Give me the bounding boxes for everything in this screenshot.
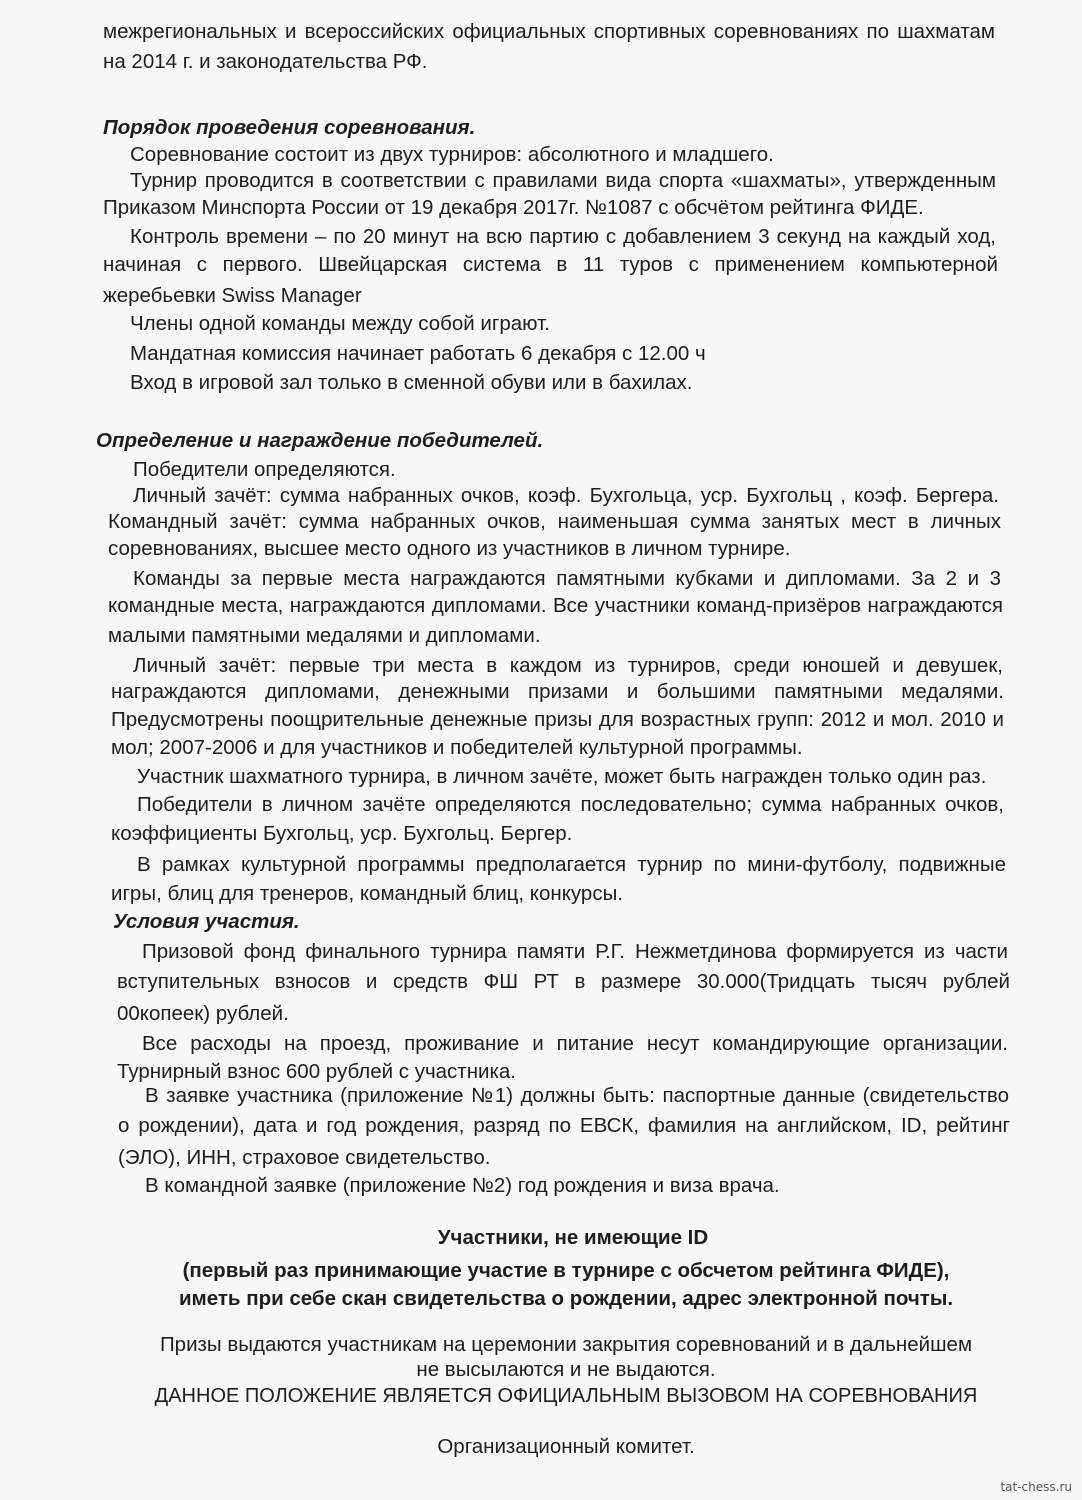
official-call: ДАННОЕ ПОЛОЖЕНИЕ ЯВЛЯЕТСЯ ОФИЦИАЛЬНЫМ ВЫЗОВОМ НА СОРЕВНОВАНИЯ — [154, 1385, 978, 1407]
prizes-note-line: Призы выдаются участникам на церемонии закрытия соревнований и в дальнейшем — [159, 1333, 973, 1356]
procedure-line: Члены одной команды между собой играют. — [130, 312, 550, 335]
prizes-note-line: не высылаются и не выдаются. — [416, 1358, 716, 1381]
conditions-line: Турнирный взнос 600 рублей с участника. — [117, 1060, 516, 1083]
procedure-line: Вход в игровой зал только в сменной обуви или в бахилах. — [130, 371, 693, 394]
intro-line: межрегиональных и всероссийских официальных спортивных соревнованиях по шахматам — [103, 20, 995, 43]
winners-line: Предусмотрены поощрительные денежные призы для возрастных групп: 2012 и мол. 2010 и — [111, 708, 1004, 731]
winners-line: Команды за первые места награждаются памятными кубками и дипломами. За 2 и 3 — [133, 567, 1001, 590]
notice-bold-line: (первый раз принимающие участие в турнире с обсчетом рейтинга ФИДЕ), — [182, 1259, 950, 1282]
winners-line: награждаются дипломами, денежными призами и большими памятными медалями. — [111, 680, 1004, 703]
conditions-heading: Условия участия. — [113, 910, 300, 933]
procedure-heading: Порядок проведения соревнования. — [103, 116, 476, 139]
winners-line: коэффициенты Бухгольц, уср. Бухгольц. Бергер. — [111, 822, 573, 845]
winners-line: малыми памятными медалями и дипломами. — [108, 624, 541, 647]
site-watermark: tat-chess.ru — [1000, 1480, 1072, 1494]
procedure-line: Приказом Минспорта России от 19 декабря 2017г. №1087 с обсчётом рейтинга ФИДЕ. — [103, 196, 924, 219]
winners-line: Победители определяются. — [133, 458, 396, 481]
procedure-line: начиная с первого. Швейцарская система в 11 туров с применением компьютерной — [103, 253, 998, 276]
conditions-line: Призовой фонд финального турнира памяти Р.Г. Нежметдинова формируется из части — [142, 940, 1008, 963]
conditions-line: 00копеек) рублей. — [117, 1002, 289, 1025]
winners-line: Командный зачёт: сумма набранных очков, наименьшая сумма занятых мест в личных — [108, 510, 1001, 533]
winners-line: Личный зачёт: первые три места в каждом из турниров, среди юношей и девушек, — [133, 654, 1003, 677]
procedure-line: Соревнование состоит из двух турниров: абсолютного и младшего. — [130, 143, 774, 166]
conditions-line: В командной заявке (приложение №2) год рождения и виза врача. — [145, 1174, 780, 1197]
winners-line: Личный зачёт: сумма набранных очков, коэф. Бухгольца, уср. Бухгольц , коэф. Бергера. — [133, 484, 999, 507]
procedure-line: Контроль времени – по 20 минут на всю партию с добавлением 3 секунд на каждый ход, — [130, 225, 996, 248]
procedure-line: Мандатная комиссия начинает работать 6 декабря с 12.00 ч — [130, 342, 706, 365]
winners-line: соревнованиях, высшее место одного из участников в личном турнире. — [108, 537, 791, 560]
winners-heading: Определение и награждение победителей. — [96, 429, 544, 452]
notice-bold-line: иметь при себе скан свидетельства о рождении, адрес электронной почты. — [178, 1287, 954, 1310]
winners-line: Участник шахматного турнира, в личном зачёте, может быть награжден только один раз. — [137, 765, 987, 788]
notice-bold-line: Участники, не имеющие ID — [437, 1226, 709, 1249]
winners-line: В рамках культурной программы предполагается турнир по мини-футболу, подвижные — [137, 853, 1006, 876]
conditions-line: о рождении), дата и год рождения, разряд по ЕВСК, фамилия на английском, ID, рейтинг — [118, 1114, 1010, 1137]
conditions-line: (ЭЛО), ИНН, страховое свидетельство. — [118, 1146, 491, 1169]
conditions-line: вступительных взносов и средств ФШ РТ в размере 30.000(Тридцать тысяч рублей — [117, 970, 1010, 993]
organizing-committee: Организационный комитет. — [437, 1435, 695, 1458]
procedure-line: Турнир проводится в соответствии с правилами вида спорта «шахматы», утвержденным — [130, 169, 996, 192]
conditions-line: Все расходы на проезд, проживание и питание несут командирующие организации. — [142, 1032, 1008, 1055]
intro-line: на 2014 г. и законодательства РФ. — [103, 50, 428, 73]
winners-line: мол; 2007-2006 и для участников и победителей культурной программы. — [111, 736, 803, 759]
winners-line: командные места, награждаются дипломами. Все участники команд-призёров награждаются — [108, 594, 1003, 617]
winners-line: игры, блиц для тренеров, командный блиц, конкурсы. — [111, 882, 624, 905]
conditions-line: В заявке участника (приложение №1) должны быть: паспортные данные (свидетельство — [145, 1084, 1009, 1107]
winners-line: Победители в личном зачёте определяются последовательно; сумма набранных очков, — [137, 793, 1004, 816]
procedure-line: жеребьевки Swiss Manager — [103, 284, 362, 307]
